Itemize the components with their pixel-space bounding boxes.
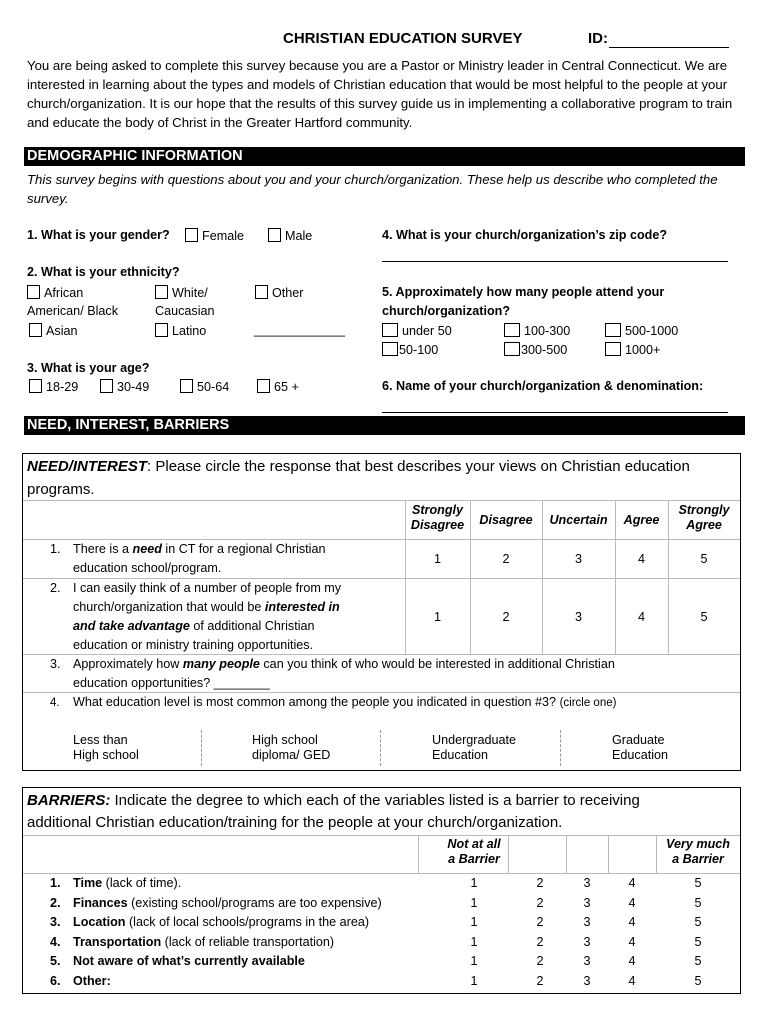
need-q1-rating-2[interactable]: 2 <box>502 552 510 566</box>
need-q1-rating-1[interactable]: 1 <box>433 552 441 566</box>
barrier-rating-1[interactable]: 1 <box>470 895 478 910</box>
need-q2-rating-2[interactable]: 2 <box>502 610 510 624</box>
text: can you think of who would be interested in additional Christian <box>259 657 615 671</box>
need-q1-rating-3[interactable]: 3 <box>574 552 582 566</box>
barrier-rating-4[interactable]: 4 <box>628 974 636 988</box>
header-text: Strongly <box>678 503 730 517</box>
need-title-text: : Please circle the response that best describes your views on Christian education <box>147 458 690 475</box>
option-label: 50-100 <box>399 343 439 357</box>
barrier-rating-4[interactable]: 4 <box>628 895 636 910</box>
barrier-label <box>73 876 181 891</box>
barrier-rating-1[interactable]: 1 <box>470 954 478 969</box>
q2-label: 2. What is your ethnicity? <box>27 265 180 279</box>
church-name-field[interactable] <box>382 412 728 413</box>
demographic-heading: DEMOGRAPHIC INFORMATION <box>24 147 745 166</box>
q1-label: 1. What is your gender? <box>27 228 170 242</box>
barrier-rating-3[interactable]: 3 <box>583 954 591 969</box>
checkbox[interactable] <box>155 285 168 299</box>
need-q2-line4: education or ministry training opportunities. <box>73 638 314 652</box>
header-text: a Barrier <box>672 852 724 867</box>
option-label: High school <box>73 748 139 763</box>
checkbox[interactable] <box>27 285 40 299</box>
edu-option-undergraduate[interactable] <box>432 733 516 764</box>
checkbox[interactable] <box>504 323 520 337</box>
barriers-title-bold: BARRIERS: <box>27 792 111 809</box>
barrier-rating-5[interactable]: 5 <box>694 915 702 930</box>
barrier-rating-5[interactable]: 5 <box>694 974 702 988</box>
need-q2-rating-3[interactable]: 3 <box>574 610 582 624</box>
barrier-label <box>73 935 334 950</box>
text: in CT for a regional Christian <box>161 542 326 556</box>
edu-option-less-than-hs[interactable] <box>73 733 139 764</box>
checkbox[interactable] <box>185 228 198 242</box>
option-label: Latino <box>172 324 207 338</box>
barrier-label-bold: Not aware of what’s currently available <box>73 954 305 969</box>
need-title-line2: programs. <box>27 481 95 498</box>
checkbox[interactable] <box>382 342 398 356</box>
option-label: Other <box>272 286 304 300</box>
barrier-rating-2[interactable]: 2 <box>536 895 544 910</box>
barrier-rating-3[interactable]: 3 <box>583 876 591 890</box>
text: of additional Christian <box>189 619 315 633</box>
need-q2-line1: I can easily think of a number of people from my <box>73 581 342 595</box>
text: church/organization that would be <box>73 600 265 614</box>
q6-label: 6. Name of your church/organization & denomination: <box>382 379 704 393</box>
barrier-number: 1. <box>50 876 61 890</box>
divider <box>23 500 740 501</box>
divider <box>23 578 740 579</box>
need-q1-rating-4[interactable]: 4 <box>637 552 645 566</box>
barrier-number: 3. <box>50 915 61 930</box>
barrier-label <box>73 974 111 989</box>
barrier-rating-5[interactable]: 5 <box>694 934 702 949</box>
barriers-title-line1 <box>27 792 640 810</box>
need-q1-line1 <box>73 542 325 557</box>
option-label: Male <box>285 229 313 243</box>
barriers-title-text: Indicate the degree to which each of the variables listed is a barrier to receiving <box>110 792 640 809</box>
q3-label: 3. What is your age? <box>27 361 150 375</box>
gender-female-option[interactable] <box>185 228 244 244</box>
header-text: Agree <box>686 518 722 533</box>
option-label: diploma/ GED <box>252 748 331 763</box>
barrier-label <box>73 896 382 911</box>
divider <box>201 730 202 766</box>
barrier-label-bold: Location <box>73 915 126 930</box>
q4-label: 4. What is your church/organization’s zip code? <box>382 228 668 242</box>
divider <box>380 730 381 766</box>
age-18-29-option[interactable] <box>29 379 78 395</box>
option-label-cont: Caucasian <box>155 304 215 318</box>
zip-code-field[interactable] <box>382 261 728 262</box>
option-label: High school <box>252 733 318 747</box>
checkbox[interactable] <box>382 323 398 337</box>
need-q2-line2 <box>73 600 340 615</box>
need-q4-line <box>73 695 616 710</box>
option-label: 500-1000 <box>625 324 679 338</box>
barrier-label-text: (lack of local schools/programs in the area) <box>125 915 370 930</box>
barrier-label-text: (lack of time). <box>102 876 182 890</box>
barrier-rating-2[interactable]: 2 <box>536 876 544 890</box>
checkbox[interactable] <box>504 342 520 356</box>
text: Approximately how <box>73 657 183 671</box>
barrier-label <box>73 915 369 930</box>
barrier-rating-1[interactable]: 1 <box>470 915 478 930</box>
intro-paragraph: You are being asked to complete this survey because you are a Pastor or Ministry leader in Central Connecticut. We are interested in learning about the types and models of Christian education that would be most helpful to the people at your church/organization. It is our hope that the results of this survey guide us in implementing a collaborative program to train and educate the body of Christ in the Greater Hartford community. <box>27 58 733 130</box>
barrier-rating-1[interactable]: 1 <box>470 934 478 949</box>
age-30-49-option[interactable] <box>100 379 149 395</box>
text: What education level is most common among the people you indicated in question #3? <box>73 695 557 709</box>
barrier-rating-4[interactable]: 4 <box>628 934 636 949</box>
option-label: 300-500 <box>521 343 568 357</box>
attendance-100-300-option[interactable] <box>504 323 570 339</box>
option-label: under 50 <box>402 324 452 338</box>
barrier-label-text: (existing school/programs are too expensive) <box>127 895 382 910</box>
ethnicity-white-option[interactable] <box>155 285 208 301</box>
option-label: 50-64 <box>197 380 230 394</box>
divider <box>23 873 740 874</box>
barrier-number: 4. <box>50 934 61 949</box>
barrier-label-bold: Finances <box>73 895 128 910</box>
barriers-title-line2: additional Christian education/training for the people at your church/organization. <box>27 814 563 831</box>
barrier-rating-5[interactable]: 5 <box>694 876 702 890</box>
scale-agree: Agree <box>623 513 660 527</box>
barrier-rating-3[interactable]: 3 <box>583 915 591 930</box>
option-label: Less than <box>73 733 128 747</box>
attendance-1000-plus-option[interactable] <box>605 342 660 358</box>
option-label: 100-300 <box>524 324 571 338</box>
divider <box>566 835 567 873</box>
barrier-label-bold: Transportation <box>73 934 162 949</box>
need-title-line1 <box>27 458 690 476</box>
barrier-rating-3[interactable]: 3 <box>583 895 591 910</box>
header-text: Not at all <box>447 837 501 851</box>
barrier-label-bold: Other: <box>73 974 111 988</box>
barrier-number: 6. <box>50 974 61 988</box>
survey-title: CHRISTIAN EDUCATION SURVEY <box>283 30 523 47</box>
barrier-label <box>73 954 305 969</box>
need-q1-number: 1. <box>50 542 61 556</box>
option-label: 65 + <box>274 380 299 394</box>
checkbox[interactable] <box>257 379 270 393</box>
ethnicity-african-option[interactable] <box>27 285 83 301</box>
option-label: 1000+ <box>625 343 661 357</box>
barrier-rating-4[interactable]: 4 <box>628 915 636 930</box>
edu-option-high-school[interactable] <box>252 733 330 764</box>
need-title-bold: NEED/INTEREST <box>27 458 148 475</box>
need-heading: NEED, INTEREST, BARRIERS <box>24 416 745 435</box>
demographic-subtitle: This survey begins with questions about you and your church/organization. These help us describe who completed the survey. <box>27 172 718 206</box>
header-text: Disagree <box>410 518 465 533</box>
header-text: Very much <box>666 837 730 851</box>
option-label: Undergraduate <box>432 733 517 747</box>
q5-label-line1: 5. Approximately how many people attend your <box>382 285 665 299</box>
barrier-rating-1[interactable]: 1 <box>470 876 478 890</box>
option-label-cont: American/ Black <box>27 304 118 318</box>
option-label: Female <box>202 229 244 243</box>
barrier-head-not-at-all <box>418 837 530 868</box>
checkbox[interactable] <box>29 323 42 337</box>
barrier-label-text: (lack of reliable transportation) <box>161 934 335 949</box>
id-field[interactable] <box>609 47 729 48</box>
checkbox[interactable] <box>155 323 168 337</box>
attendance-500-1000-option[interactable] <box>605 323 678 339</box>
header-text: a Barrier <box>448 852 500 867</box>
note: (circle one) <box>559 697 617 709</box>
attendance-50-100-option[interactable] <box>382 342 438 358</box>
need-q3-line2[interactable]: education opportunities? ________ <box>73 676 270 690</box>
barrier-rating-3[interactable]: 3 <box>583 934 591 949</box>
option-label: 18-29 <box>46 380 79 394</box>
barrier-rating-1[interactable]: 1 <box>470 974 478 988</box>
barrier-rating-5[interactable]: 5 <box>694 954 702 969</box>
divider <box>23 692 740 693</box>
scale-strongly-agree <box>668 503 740 534</box>
divider <box>608 835 609 873</box>
need-q1-rating-5[interactable]: 5 <box>700 552 708 566</box>
divider <box>23 539 740 540</box>
need-q2-rating-5[interactable]: 5 <box>700 610 708 624</box>
q5-label-line2: church/organization? <box>382 304 511 318</box>
need-q2-rating-4[interactable]: 4 <box>637 610 645 624</box>
option-label: Asian <box>46 324 78 338</box>
attendance-under-50-option[interactable] <box>382 323 452 339</box>
barrier-rating-2[interactable]: 2 <box>536 934 544 949</box>
barrier-rating-3[interactable]: 3 <box>583 974 591 988</box>
scale-strongly-disagree <box>405 503 470 534</box>
emphasis: many people <box>182 657 260 671</box>
gender-male-option[interactable] <box>268 228 312 244</box>
edu-option-graduate[interactable] <box>612 733 668 764</box>
emphasis: interested in <box>264 600 340 614</box>
barrier-rating-2[interactable]: 2 <box>536 954 544 969</box>
age-65-plus-option[interactable] <box>257 379 299 395</box>
scale-disagree: Disagree <box>479 513 533 527</box>
checkbox[interactable] <box>268 228 281 242</box>
divider <box>23 654 740 655</box>
divider <box>560 730 561 766</box>
ethnicity-other-option[interactable] <box>255 285 304 301</box>
need-q2-rating-1[interactable]: 1 <box>433 610 441 624</box>
need-q3-number: 3. <box>50 657 61 671</box>
need-q1-line2: education school/program. <box>73 561 222 575</box>
age-50-64-option[interactable] <box>180 379 229 395</box>
divider <box>23 835 740 836</box>
barrier-number: 2. <box>50 895 61 910</box>
ethnicity-asian-option[interactable] <box>29 323 78 339</box>
checkbox[interactable] <box>100 379 113 393</box>
ethnicity-other-field[interactable]: _____________ <box>254 323 346 337</box>
id-label: ID: <box>588 30 608 47</box>
attendance-300-500-option[interactable] <box>504 342 567 358</box>
text: There is a <box>73 542 133 556</box>
barrier-rating-4[interactable]: 4 <box>628 876 636 890</box>
barrier-head-very-much <box>656 837 740 868</box>
option-label: African <box>44 286 84 300</box>
option-label: Graduate <box>612 733 665 747</box>
option-label: White/ <box>172 286 208 300</box>
need-q2-line3 <box>73 619 315 634</box>
barrier-number: 5. <box>50 954 61 969</box>
checkbox[interactable] <box>180 379 193 393</box>
option-label: Education <box>612 748 669 763</box>
ethnicity-latino-option[interactable] <box>155 323 206 339</box>
checkbox[interactable] <box>605 323 621 337</box>
barrier-label-bold: Time <box>73 876 103 890</box>
checkbox[interactable] <box>255 285 268 299</box>
barrier-rating-2[interactable]: 2 <box>536 974 544 988</box>
checkbox[interactable] <box>605 342 621 356</box>
option-label: 30-49 <box>117 380 150 394</box>
need-q2-number: 2. <box>50 581 61 595</box>
need-q4-number: 4. <box>50 697 60 709</box>
barrier-rating-5[interactable]: 5 <box>694 895 702 910</box>
q1-gender <box>27 228 170 243</box>
header-text: Strongly <box>411 503 464 517</box>
need-q3-line1 <box>73 657 615 672</box>
emphasis: and take advantage <box>73 619 190 633</box>
checkbox[interactable] <box>29 379 42 393</box>
option-label: Education <box>432 748 489 763</box>
barrier-rating-2[interactable]: 2 <box>536 915 544 930</box>
barrier-rating-4[interactable]: 4 <box>628 954 636 969</box>
emphasis: need <box>132 542 162 556</box>
scale-uncertain: Uncertain <box>549 513 608 527</box>
